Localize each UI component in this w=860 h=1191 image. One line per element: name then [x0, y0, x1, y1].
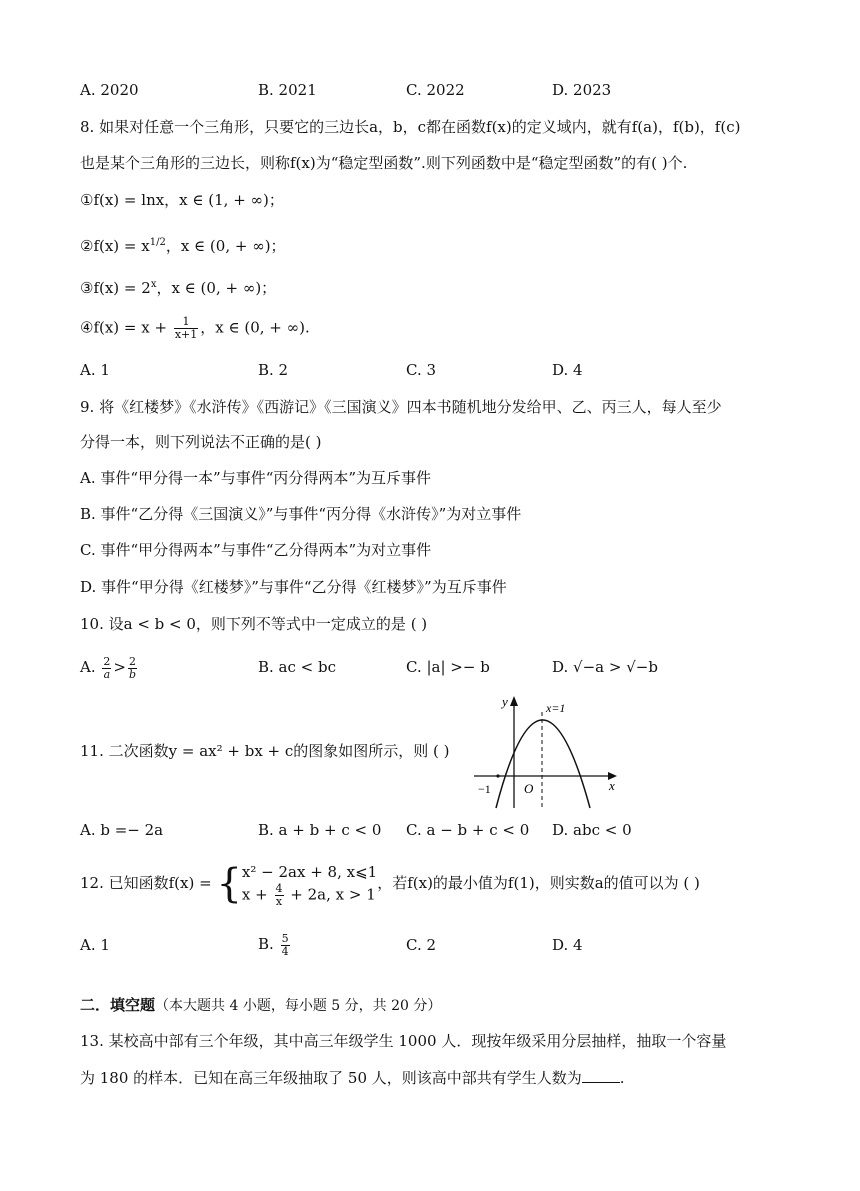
q9-option-a: A. 事件“甲分得一本”与事件“丙分得两本”为互斥事件 — [80, 469, 432, 487]
q8-option-b: B. 2 — [258, 361, 289, 379]
q10-option-d: D. √−a > √−b — [552, 658, 658, 676]
q12-option-b-letter: B. — [258, 935, 274, 953]
q8-stem-line1: 8. 如果对任意一个三角形，只要它的三边长a，b，c都在函数f(x)的定义域内，就有f(a)，f(b)，f(c) — [80, 118, 741, 136]
q8-item2-domain: ，x ∈ (0, + ∞)； — [165, 237, 286, 255]
q11-stem: 11. 二次函数y = ax² + bx + c的图象如图所示，则 ( ) — [80, 742, 450, 760]
graph-x-label: x — [609, 778, 615, 793]
graph-origin-label: O — [524, 781, 534, 796]
graph-x-equals-one-label: x=1 — [546, 701, 566, 715]
q8-option-c: C. 3 — [406, 361, 437, 379]
section2-heading — [80, 995, 441, 1016]
q12-case1: x² − 2ax + 8, x⩽1 — [241, 862, 378, 881]
q8-item4-domain: ，x ∈ (0, + ∞). — [200, 318, 310, 337]
q12-option-b-fraction: $\frac{5}{4}$ — [281, 931, 289, 958]
q7-option-c: C. 2022 — [406, 81, 465, 99]
q10-option-a-frac1: $\frac{2}{a}$ — [103, 654, 111, 681]
q13-stem-line2 — [80, 1068, 625, 1088]
q8-item4 — [80, 316, 310, 341]
q7-option-b: B. 2021 — [258, 81, 317, 99]
q8-item2-base: ②f(x) = x — [80, 237, 150, 255]
graph-parabola — [496, 720, 590, 808]
q9-stem-line2: 分得一本，则下列说法不正确的是( ) — [80, 433, 322, 451]
q8-item4-fraction: $\frac{1}{x+1}$ — [174, 315, 198, 341]
q8-item2-exponent: 1/2 — [149, 237, 166, 248]
q8-item2 — [80, 233, 286, 256]
q12-stem-prefix: 12. 已知函数f(x) = — [80, 874, 212, 892]
section2-note: （本大题共 4 小题，每小题 5 分，共 20 分） — [155, 998, 442, 1014]
graph-y-arrow — [510, 696, 518, 706]
q11-option-b: B. a + b + c < 0 — [258, 821, 382, 839]
q8-option-d: D. 4 — [552, 361, 583, 379]
q8-option-a: A. 1 — [80, 361, 110, 379]
q12-cases — [242, 861, 377, 908]
q12-case2: x + $\frac{4}{x}$ + 2a, x > 1 — [241, 881, 376, 908]
q8-item4-base: ④f(x) = x + — [80, 318, 172, 337]
q12-stem — [80, 858, 700, 908]
q9-stem-line1: 9. 将《红楼梦》《水浒传》《西游记》《三国演义》四本书随机地分发给甲、乙、丙三人，每人至少 — [80, 398, 722, 416]
section2-title: 二．填空题 — [80, 996, 156, 1014]
q12-brace: { — [216, 861, 242, 907]
q9-option-c: C. 事件“甲分得两本”与事件“乙分得两本”为对立事件 — [80, 541, 432, 559]
q8-item3-exponent: x — [150, 279, 157, 290]
q9-option-d: D. 事件“甲分得《红楼梦》”与事件“乙分得《红楼梦》”为互斥事件 — [80, 578, 507, 596]
q10-option-b: B. ac < bc — [258, 658, 337, 676]
q8-stem-line2: 也是某个三角形的三边长，则称f(x)为“稳定型函数”.则下列函数中是“稳定型函数”的有( )个. — [80, 154, 688, 172]
q10-option-a-letter: A. — [80, 658, 96, 676]
q10-option-c: C. |a| >− b — [406, 658, 490, 676]
q9-option-b: B. 事件“乙分得《三国演义》”与事件“丙分得《水浒传》”为对立事件 — [80, 505, 522, 523]
q12-option-c: C. 2 — [406, 936, 437, 954]
q12-option-b — [258, 929, 292, 959]
q10-option-a — [80, 652, 139, 682]
q10-option-a-frac2: $\frac{2}{b}$ — [128, 654, 137, 681]
parabola-graph — [474, 692, 624, 810]
q11-option-d: D. abc < 0 — [552, 821, 632, 839]
q10-stem: 10. 设a < b < 0，则下列不等式中一定成立的是 ( ) — [80, 615, 428, 633]
q8-item3 — [80, 275, 276, 298]
q8-item3-domain: ，x ∈ (0, + ∞)； — [156, 279, 277, 297]
q8-item3-base: ③f(x) = 2 — [80, 279, 151, 297]
q11-option-c: C. a − b + c < 0 — [406, 821, 530, 839]
q13-stem-period: . — [619, 1069, 625, 1087]
graph-y-label: y — [502, 694, 508, 709]
q12-option-d: D. 4 — [552, 936, 583, 954]
q8-item1: ①f(x) = lnx，x ∈ (1, + ∞)； — [80, 191, 284, 209]
q13-stem-text: 为 180 的样本．已知在高三年级抽取了 50 人，则该高中部共有学生人数为 — [80, 1069, 582, 1087]
q10-option-a-gt: > — [113, 658, 126, 676]
q13-stem-line1: 13. 某校高中部有三个年级，其中高三年级学生 1000 人．现按年级采用分层抽样，抽取一个容量 — [80, 1032, 727, 1050]
q12-option-a: A. 1 — [80, 936, 110, 954]
q11-option-a: A. b =− 2a — [80, 821, 164, 839]
q7-option-a: A. 2020 — [80, 81, 139, 99]
q7-option-d: D. 2023 — [552, 81, 612, 99]
q12-stem-suffix: ，若f(x)的最小值为f(1)，则实数a的值可以为 ( ) — [377, 874, 700, 892]
graph-minus-one-label: −1 — [478, 782, 491, 796]
q13-answer-blank — [582, 1068, 620, 1083]
graph-root-point — [496, 774, 499, 777]
